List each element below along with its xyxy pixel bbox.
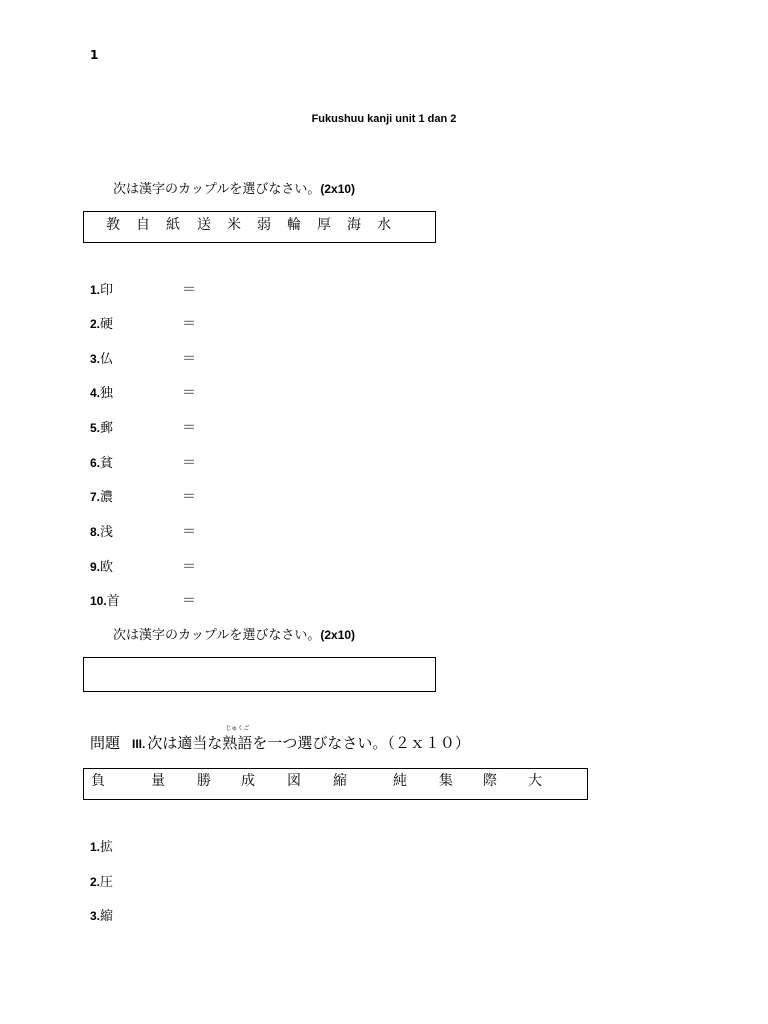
question-item (90, 590, 120, 609)
equals-sign: ＝ (182, 385, 196, 401)
kanji-choice: 紙 (166, 217, 180, 233)
section3-kanji-box (83, 768, 588, 800)
question-number: 3. (90, 909, 101, 923)
question-item (90, 521, 113, 540)
equals-sign: ＝ (182, 524, 196, 540)
page-title: Fukushuu kanji unit 1 dan 2 (311, 113, 457, 125)
question-item (90, 836, 113, 855)
question-number: 5. (90, 421, 101, 435)
kanji-choice: 純 (393, 773, 407, 789)
equals-sign: ＝ (182, 455, 196, 471)
question-kanji: 拡 (100, 840, 114, 855)
question-item (90, 313, 113, 332)
question-kanji: 貧 (100, 456, 114, 471)
question-item (90, 382, 113, 401)
question-kanji: 浅 (100, 525, 114, 540)
kanji-choice: 集 (439, 773, 453, 789)
ruby-base: 熟語 (222, 734, 253, 752)
equals-sign: ＝ (182, 282, 196, 298)
ruby-reading: じゅくご (225, 725, 250, 732)
kanji-choice: 成 (241, 773, 255, 789)
kanji-choice: 際 (483, 773, 497, 789)
question-item (90, 486, 113, 505)
question-kanji: 硬 (100, 317, 114, 332)
question-item (90, 871, 113, 890)
section1-kanji-box (83, 211, 436, 243)
section2-instruction (113, 624, 355, 643)
question-number: 1. (90, 840, 101, 854)
question-item (90, 905, 113, 924)
kanji-choice: 量 (151, 773, 165, 789)
question-kanji: 仏 (100, 352, 114, 367)
ruby-word (222, 725, 253, 753)
kanji-choice: 縮 (333, 773, 347, 789)
section1-points: (2x10) (320, 182, 356, 196)
question-number: 10. (90, 594, 107, 608)
question-number: 6. (90, 456, 101, 470)
section3-label: 問題 (90, 734, 121, 752)
question-number: 1. (90, 283, 101, 297)
question-kanji: 欧 (100, 560, 114, 575)
kanji-choice: 勝 (197, 773, 211, 789)
equals-sign: ＝ (182, 489, 196, 505)
question-number: 7. (90, 490, 101, 504)
section3-roman: III. (132, 737, 146, 751)
kanji-choice: 自 (136, 217, 150, 233)
section2-instruction-text: 次は漢字のカップルを選びなさい。 (113, 628, 321, 643)
kanji-choice: 弱 (257, 217, 271, 233)
question-kanji: 濃 (100, 490, 114, 505)
section3-heading (90, 725, 470, 753)
kanji-choice: 教 (106, 217, 120, 233)
equals-sign: ＝ (182, 559, 196, 575)
kanji-choice: 図 (287, 773, 301, 789)
question-number: 4. (90, 386, 101, 400)
kanji-choice: 負 (91, 773, 105, 789)
question-number: 9. (90, 560, 101, 574)
question-number: 2. (90, 875, 101, 889)
question-item (90, 452, 113, 471)
section3-instruction-before: 次は適当な (147, 734, 223, 752)
section2-empty-box (83, 657, 436, 692)
question-item (90, 417, 113, 436)
section2-points: (2x10) (320, 628, 356, 642)
kanji-choice: 大 (528, 773, 542, 789)
section1-instruction-text: 次は漢字のカップルを選びなさい。 (113, 182, 321, 197)
kanji-choice: 輪 (287, 217, 301, 233)
question-number: 8. (90, 525, 101, 539)
question-kanji: 印 (100, 283, 114, 298)
section1-instruction (113, 178, 355, 197)
question-item (90, 279, 113, 298)
question-item (90, 348, 113, 367)
question-kanji: 圧 (100, 875, 114, 890)
kanji-choice: 水 (377, 217, 391, 233)
question-number: 3. (90, 352, 101, 366)
question-kanji: 縮 (100, 909, 114, 924)
kanji-choice: 厚 (317, 217, 331, 233)
equals-sign: ＝ (182, 420, 196, 436)
question-number: 2. (90, 317, 101, 331)
section3-instruction-after: を一つ選びなさい。（２ｘ１０） (252, 734, 470, 752)
question-kanji: 郵 (100, 421, 114, 436)
question-kanji: 独 (100, 386, 114, 401)
equals-sign: ＝ (182, 316, 196, 332)
kanji-choice: 米 (227, 217, 241, 233)
question-item (90, 556, 113, 575)
equals-sign: ＝ (182, 351, 196, 367)
question-kanji: 首 (106, 594, 120, 609)
kanji-choice: 海 (347, 217, 361, 233)
kanji-choice: 送 (197, 217, 211, 233)
equals-sign: ＝ (182, 593, 196, 609)
page-number: 1 (90, 48, 99, 62)
